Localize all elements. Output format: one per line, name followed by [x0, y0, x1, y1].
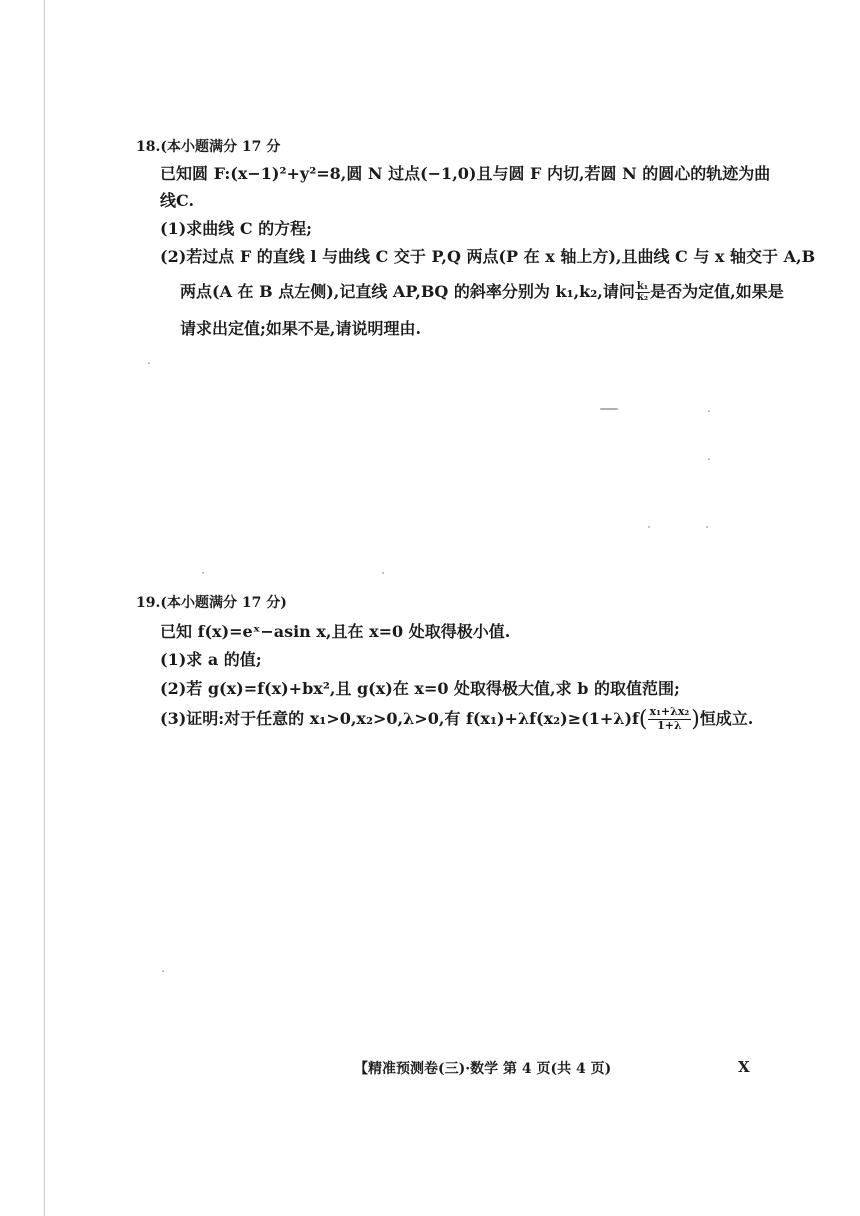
scan-speck — [382, 572, 384, 574]
q19-stem: 已知 f(x)=eˣ−asin x,且在 x=0 处取得极小值. — [160, 622, 511, 641]
q18-stem-line2: 线C. — [160, 191, 195, 210]
q18-part2-line2-b: 是否为定值,如果是 — [650, 282, 784, 301]
scan-speck — [600, 408, 618, 410]
scan-speck — [162, 970, 164, 972]
q19-part3-a: (3)证明:对于任意的 x₁>0,x₂>0,λ>0,有 f(x₁)+λf(x₂)≥(1+λ)f — [160, 709, 639, 728]
q19-part3 — [160, 706, 753, 733]
k-ratio-fraction — [635, 282, 650, 304]
scan-speck — [706, 526, 708, 528]
q19-part2: (2)若 g(x)=f(x)+bx²,且 g(x)在 x=0 处取得极大值,求 b 的取值范围; — [160, 679, 680, 698]
q18-header: 18.(本小题满分 17 分 — [136, 139, 281, 155]
scan-speck — [148, 362, 150, 364]
q18-part2-line3: 请求出定值;如果不是,请说明理由. — [180, 319, 422, 338]
k-ratio-numerator: k₁ — [636, 280, 649, 292]
weighted-mean-denominator: 1+λ — [657, 719, 682, 732]
q19-part1: (1)求 a 的值; — [160, 650, 262, 669]
scan-speck — [648, 526, 650, 528]
q19-header: 19.(本小题满分 17 分) — [136, 595, 287, 611]
corner-mark: X — [738, 1058, 750, 1076]
q18-part2-line2-a: 两点(A 在 B 点左侧),记直线 AP,BQ 的斜率分别为 k₁,k₂,请问 — [180, 282, 635, 301]
page-footer: 【精准预测卷(三)·数学 第 4 页(共 4 页) — [354, 1061, 612, 1077]
q18-part1: (1)求曲线 C 的方程; — [160, 219, 313, 238]
q18-part2-line2 — [180, 279, 784, 304]
q18-part2-line1: (2)若过点 F 的直线 l 与曲线 C 交于 P,Q 两点(P 在 x 轴上方),且曲线 C 与 x 轴交于 A,B — [160, 247, 816, 266]
scan-speck — [202, 572, 204, 574]
right-paren: ) — [691, 707, 700, 732]
k-ratio-denominator: k₂ — [636, 292, 649, 303]
left-paren: ( — [638, 707, 648, 732]
scan-speck — [708, 410, 710, 412]
weighted-mean-fraction — [648, 706, 692, 732]
q19-part3-b: 恒成立. — [699, 709, 754, 728]
scan-speck — [708, 458, 710, 460]
weighted-mean-numerator: x₁+λx₂ — [649, 705, 690, 719]
page-margin-line — [44, 0, 45, 1216]
q18-stem-line1: 已知圆 F:(x−1)²+y²=8,圆 N 过点(−1,0)且与圆 F 内切,若圆 N 的圆心的轨迹为曲 — [160, 164, 771, 183]
